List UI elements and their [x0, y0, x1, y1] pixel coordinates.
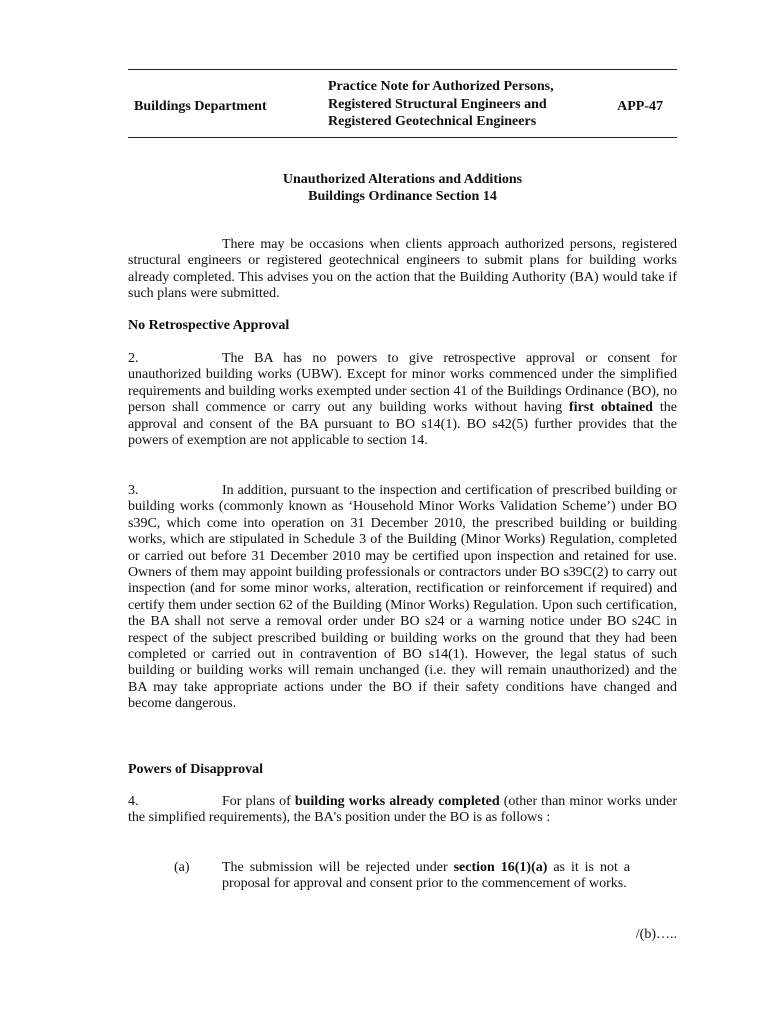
emphasis-text: building works already completed	[294, 794, 500, 809]
section-heading-powers-of-disapproval: Powers of Disapproval	[128, 762, 264, 777]
paragraph-3	[128, 483, 677, 713]
paragraph-text: In addition, pursuant to the inspection and certification of prescribed building or building works (commonly known as ‘Household Minor Works Validation Scheme’) under BO s39C, which come into operation on 31 December 2010, the prescribed building or building works, which are stipulated in Schedule 3 of the Building (Minor Works) Regulation, completed or carried out before 31 December 2010 may be certified upon inspection and retained for use. Owners of them may appoint building professionals or contractors under BO s39C(2) to carry out inspection (and for some minor works, alteration, rectification or reinforcement if required) and certify them under section 62 of the Building (Minor Works) Regulation. Upon such certification, the BA shall not serve a removal order under BO s24 or a warning notice under BO s24C in respect of the subject prescribed building or building works on the ground that they had been completed or carried out in contravention of BO s14(1). However, the legal status of such building or building works will remain unchanged (i.e. they will remain unauthorized) and the BA may take appropriate actions under the BO if their safety conditions have changed and become dangerous.	[128, 483, 677, 712]
list-item-text	[222, 860, 630, 893]
practice-note-title-line: Registered Structural Engineers and	[328, 96, 547, 112]
emphasis-text: section 16(1)(a)	[453, 860, 548, 875]
document-title: Unauthorized Alterations and Additions	[282, 172, 523, 187]
paragraph-number: 2.	[128, 351, 139, 366]
paragraph-text: the approval and consent of the BA pursuant to BO s14(1). BO s42(5) further provides that the powers of exemption are not applicable to section 14.	[128, 400, 677, 449]
paragraph-text: (other than minor works under the simplified requirements), the BA's position under the BO is as follows :	[128, 794, 677, 826]
practice-note-title-line: Registered Geotechnical Engineers	[328, 114, 537, 129]
document-subtitle: Buildings Ordinance Section 14	[308, 189, 497, 204]
practice-note-title	[328, 78, 554, 131]
practice-note-title-line: Practice Note for Authorized Persons,	[328, 79, 554, 94]
department-name: Buildings Department	[134, 99, 267, 114]
intro-paragraph	[128, 237, 677, 303]
item-text: as it is not a proposal for approval and consent prior to the commencement of works.	[222, 860, 630, 892]
paragraph-2	[128, 351, 677, 449]
emphasis-text: first obtained	[569, 400, 653, 416]
section-heading-no-retrospective-approval: No Retrospective Approval	[128, 318, 290, 333]
item-text: The submission will be rejected under	[222, 860, 454, 875]
list-item-label: (a)	[174, 860, 190, 875]
practice-note-code: APP-47	[617, 99, 663, 114]
paragraph-text: For plans of	[222, 794, 295, 809]
paragraph-number: 3.	[128, 483, 139, 498]
paragraph-4	[128, 794, 677, 827]
header-bottom-rule	[128, 137, 677, 138]
paragraph-number: 4.	[128, 794, 139, 809]
intro-text: There may be occasions when clients approach authorized persons, registered structural engineers or registered geotechnical engineers to submit plans for building works already completed. This advises you on the action that the Building Authority (BA) would take if such plans were submitted.	[128, 237, 677, 302]
header-top-rule	[128, 69, 677, 70]
continuation-marker: /(b)…..	[635, 927, 677, 942]
paragraph-text: The BA has no powers to give retrospective approval or consent for unauthorized building works (UBW). Except for minor works commenced under the simplified requirements and building works exempted under section 41 of the Buildings Ordinance (BO), no person shall commence or carry out any building works without having	[128, 351, 677, 416]
